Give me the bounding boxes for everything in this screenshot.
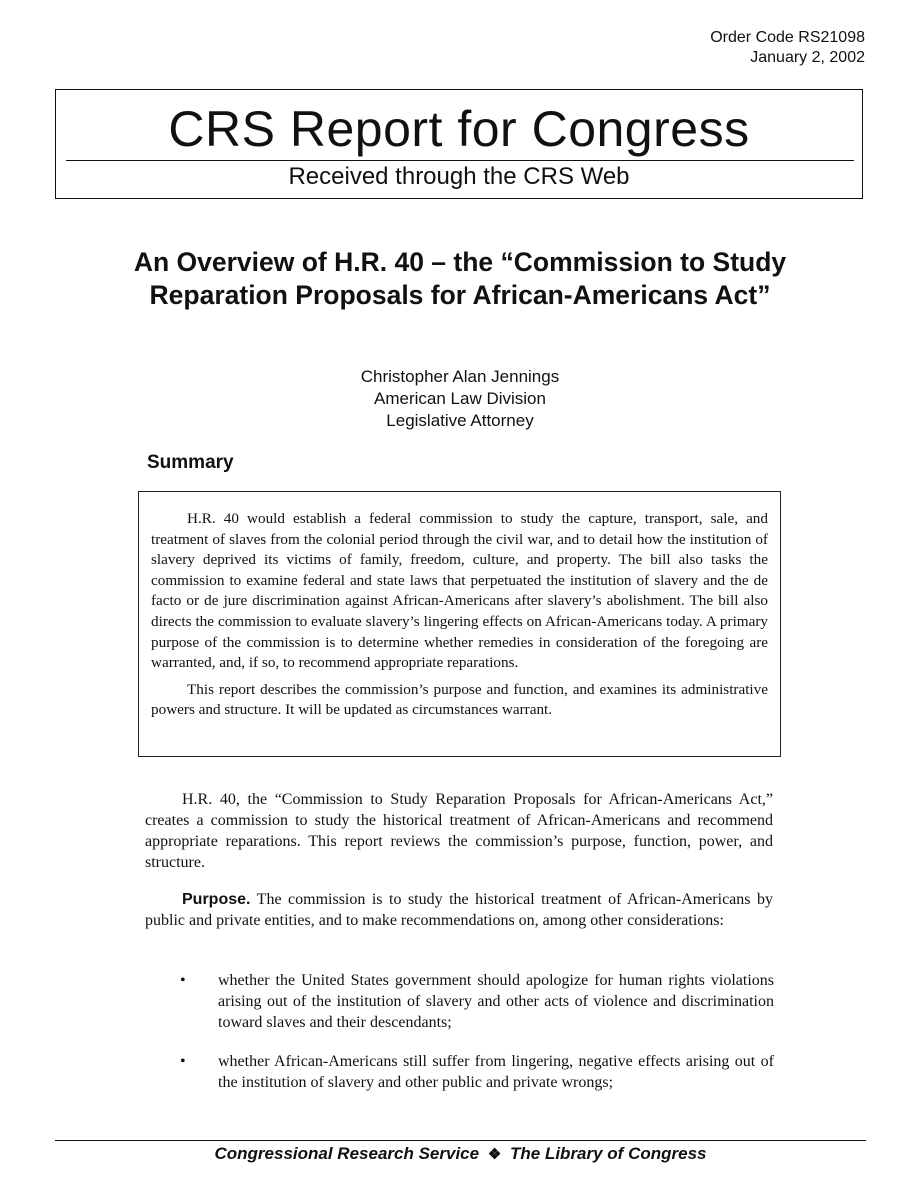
- masthead-title: CRS Report for Congress: [168, 101, 750, 157]
- purpose-text: The commission is to study the historical treatment of African-Americans by public and private entities, and to make recommendations on, among other considerations:: [145, 891, 773, 929]
- purpose-section: [145, 889, 773, 931]
- report-title: An Overview of H.R. 40 – the “Commission to Study Reparation Proposals for African-Americans Act”: [133, 247, 787, 310]
- list-item: [178, 970, 774, 1033]
- footer-library: The Library of Congress: [510, 1144, 707, 1163]
- summary-paragraph: This report describes the commission’s purpose and function, and examines its administrative powers and structure. It will be updated as circumstances warrant.: [151, 680, 768, 719]
- masthead-rule: [66, 160, 854, 161]
- summary-heading: Summary: [147, 452, 234, 473]
- author-division: American Law Division: [374, 389, 546, 408]
- list-item: [178, 1051, 774, 1093]
- footer-rule: [55, 1140, 866, 1141]
- considerations-list: [178, 970, 774, 1111]
- footer-publisher: Congressional Research Service: [214, 1144, 480, 1163]
- summary-box: [138, 491, 781, 757]
- purpose-label: Purpose.: [182, 891, 251, 908]
- purpose-paragraph: [145, 889, 773, 931]
- author-name: Christopher Alan Jennings: [360, 367, 560, 386]
- bullet-icon: •: [180, 972, 186, 989]
- masthead-subtitle: Received through the CRS Web: [288, 163, 630, 190]
- list-item-text: whether the United States government should apologize for human rights violations arising out of the institution of slavery and other acts of violence and discrimination toward slaves and their descendants;: [218, 972, 774, 1031]
- order-info: [710, 28, 865, 68]
- intro-section: [145, 789, 773, 873]
- intro-paragraph: H.R. 40, the “Commission to Study Reparation Proposals for African-Americans Act,” creates a commission to study the historical treatment of African-Americans and recommend appropriate reparations. This report reviews the commission’s purpose, function, power, and structure.: [145, 791, 773, 871]
- order-code: Order Code RS21098: [710, 29, 865, 46]
- author-position: Legislative Attorney: [386, 411, 534, 430]
- footer: [55, 1143, 866, 1166]
- list-item-text: whether African-Americans still suffer from lingering, negative effects arising out of the institution of slavery and other public and private wrongs;: [218, 1053, 774, 1091]
- report-date: January 2, 2002: [750, 49, 865, 66]
- summary-paragraph: H.R. 40 would establish a federal commission to study the capture, transport, sale, and treatment of slaves from the colonial period through the civil war, and to detail how the institution of slavery deprived its victims of family, freedom, culture, and property. The bill also tasks the commission to examine federal and state laws that perpetuated the institution of slavery and the de facto or de jure discrimination against African-Americans after slavery’s abolishment. The bill also directs the commission to evaluate slavery’s lingering effects on African-Americans today. A primary purpose of the commission is to determine whether remedies in consideration of the foregoing are warranted, and, if so, to recommend appropriate reparations.: [151, 510, 768, 672]
- masthead-box: [55, 89, 863, 199]
- bullet-icon: •: [180, 1053, 186, 1070]
- author-block: [300, 366, 620, 432]
- diamond-separator-icon: ❖: [487, 1146, 502, 1163]
